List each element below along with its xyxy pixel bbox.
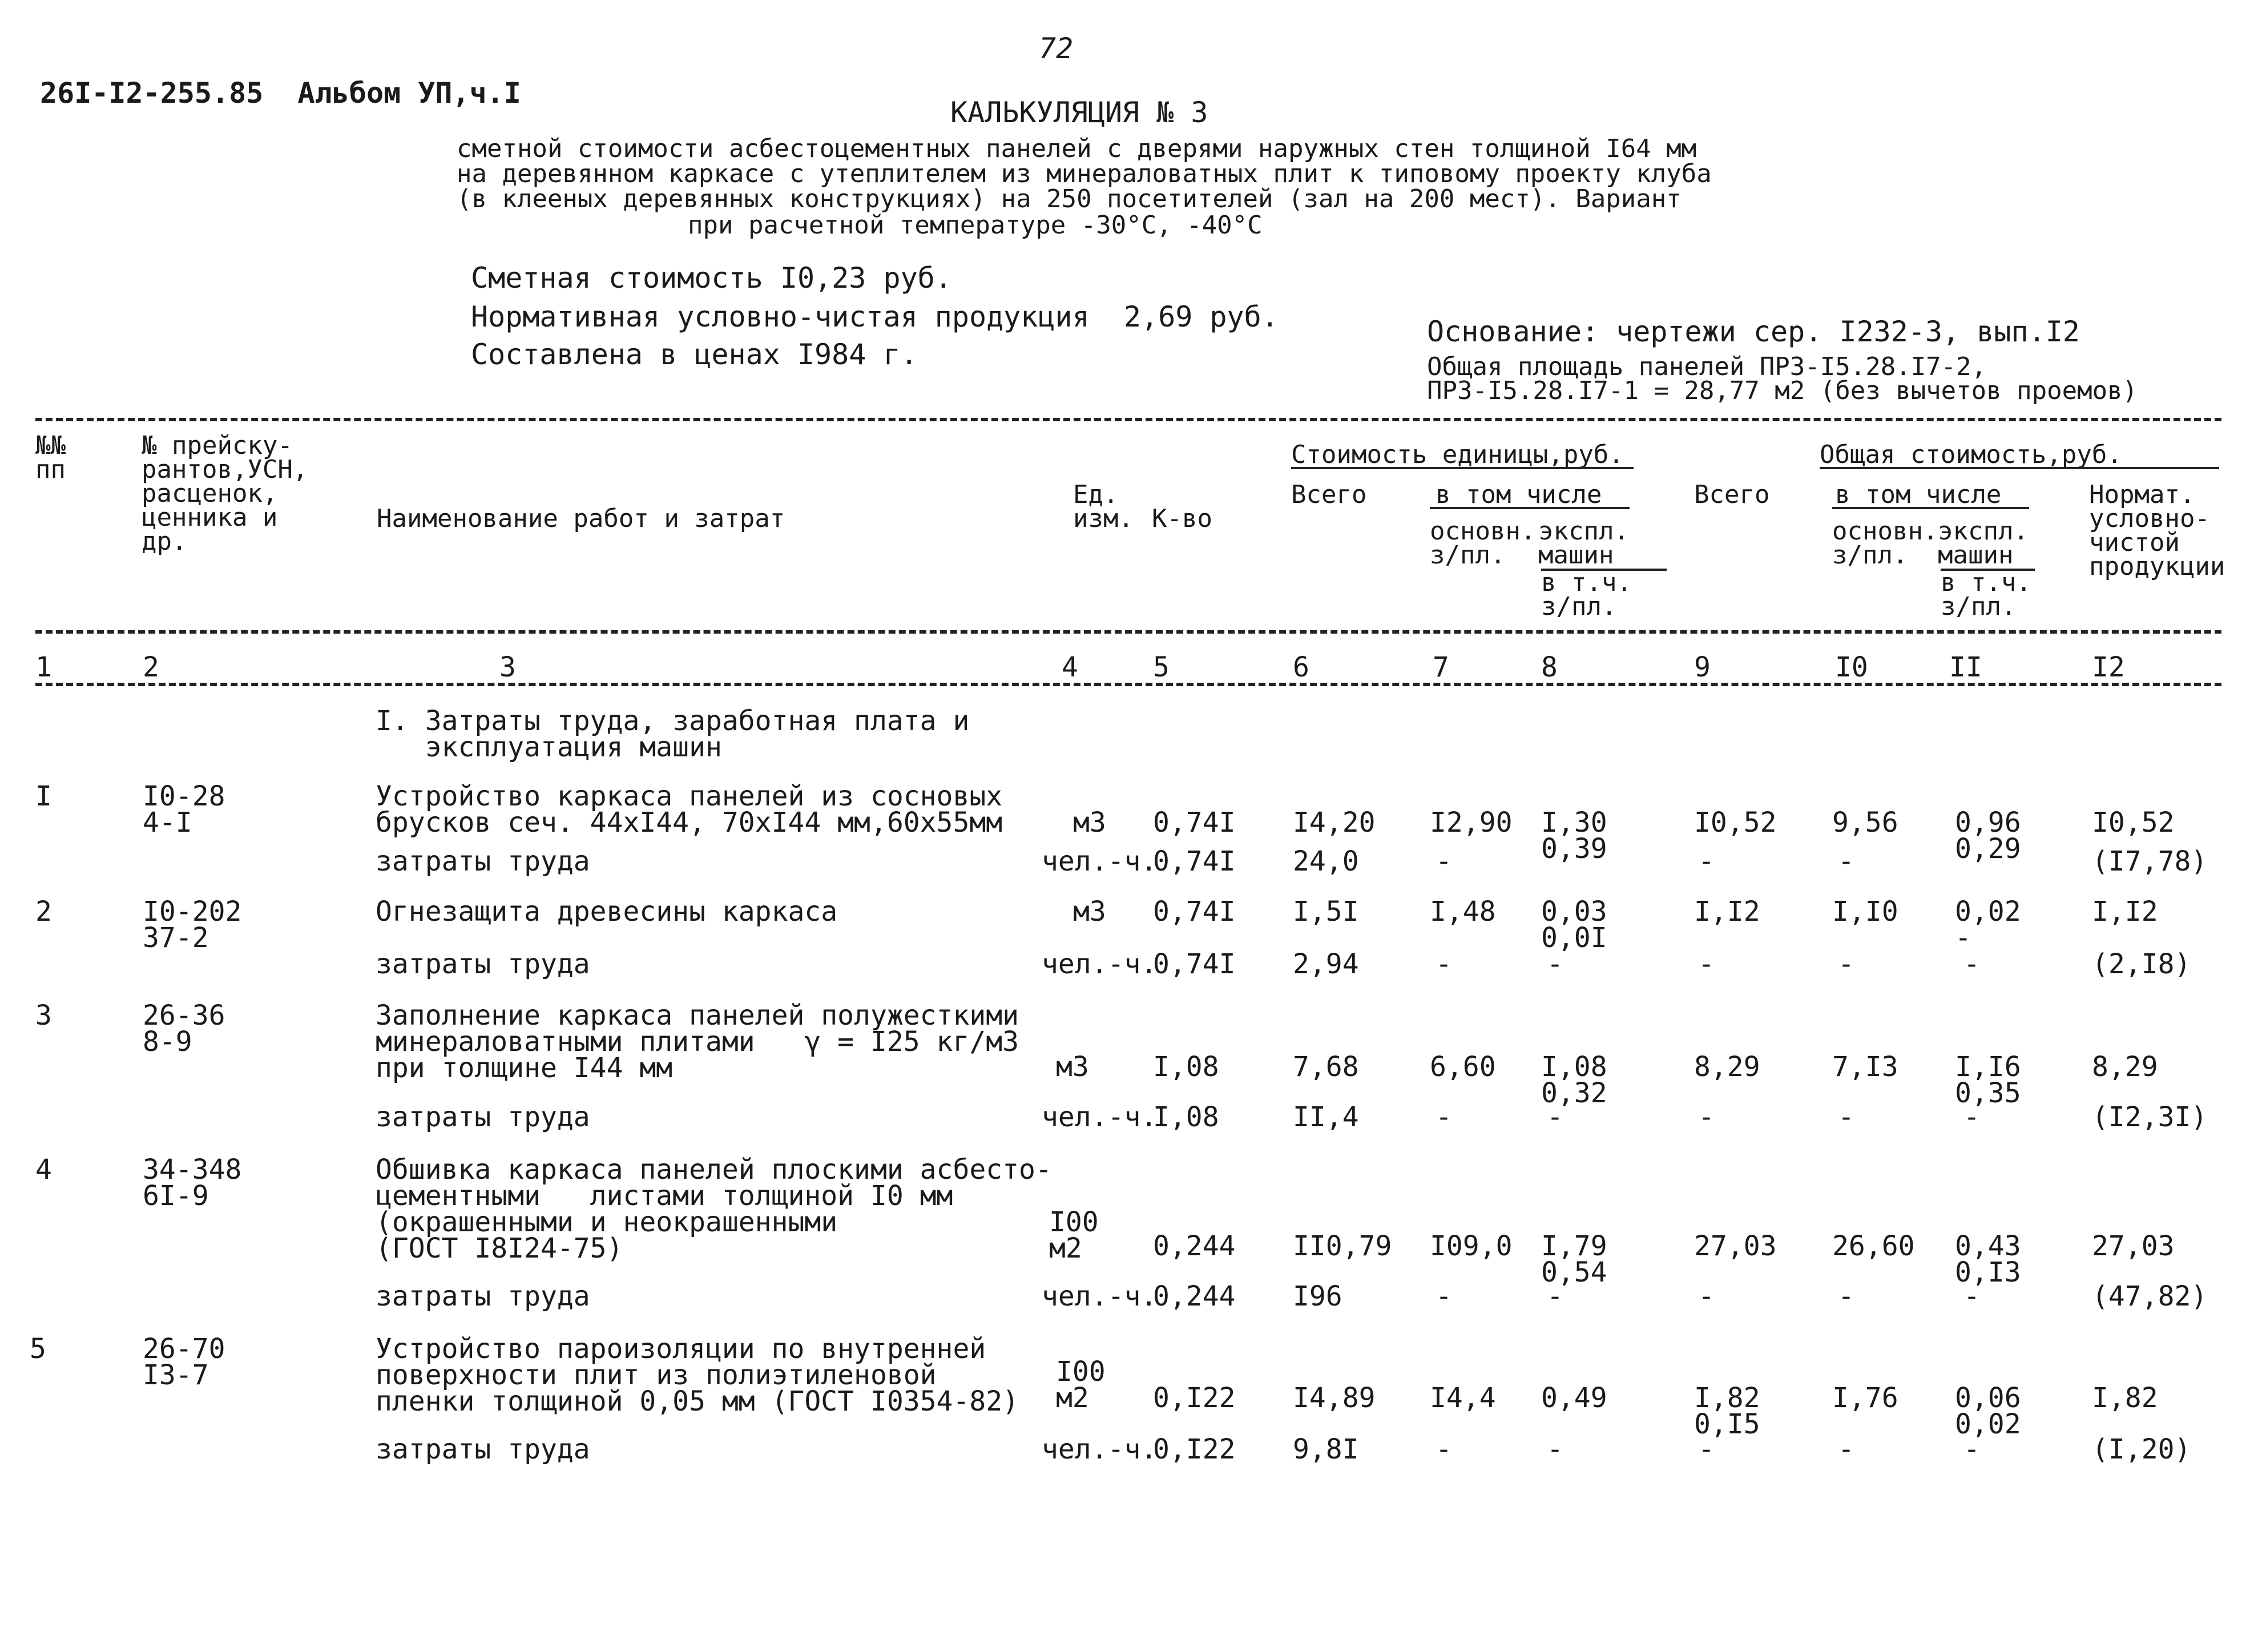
basis-line-3: ПРЗ-I5.28.I7-1 = 28,77 м2 (без вычетов проемов) <box>1427 376 2138 405</box>
row-total-machines: 0,96 0,29 <box>1955 807 2021 865</box>
row-number: 3 <box>35 1000 52 1032</box>
header-col-11-machines: экспл. машин <box>1938 517 2029 570</box>
row-work-name: Заполнение каркаса панелей полужесткими минераловатными плитами γ = I25 кг/м3 при толщине I44 мм <box>376 1000 1019 1084</box>
header-col-3: Наименование работ и затрат <box>377 504 785 533</box>
section-title: I. Затраты труда, заработная плата и эксплуатация машин <box>376 705 970 763</box>
row-unit: I00 м2 <box>1049 1206 1099 1264</box>
row-unit-base-wage: I,48 <box>1430 896 1496 928</box>
labor-unit-machines: - <box>1547 1433 1563 1465</box>
row-code: 26-70 I3-7 <box>143 1333 225 1391</box>
labor-total: - <box>1698 948 1715 980</box>
row-unit-base-wage: I4,4 <box>1430 1382 1496 1414</box>
row-unit-total: I,5I <box>1293 896 1359 928</box>
row-number: 2 <box>35 896 52 928</box>
labor-unit-machines: - <box>1547 1280 1563 1312</box>
labor-quantity: 0,74I <box>1153 948 1236 980</box>
labor-unit: чел.-ч. <box>1042 1433 1158 1465</box>
row-unit: м3 <box>1056 1051 1089 1083</box>
labor-total-base-wage: - <box>1838 1433 1854 1465</box>
labor-total: - <box>1698 1433 1715 1465</box>
basis-line-1: Основание: чертежи сер. I232-3, вып.I2 <box>1427 315 2080 348</box>
row-unit-base-wage: I2,90 <box>1430 807 1513 839</box>
header-bottom-rule <box>35 630 2221 634</box>
labor-unit-total: II,4 <box>1293 1101 1359 1133</box>
subtitle-line-4: при расчетной температуре -30°С, -40°С <box>688 211 1263 240</box>
labor-total-base-wage: - <box>1838 1101 1854 1133</box>
labor-unit-total: 24,0 <box>1293 845 1359 877</box>
labor-total-base-wage: - <box>1838 948 1854 980</box>
labor-unit-total: I96 <box>1293 1280 1342 1312</box>
row-total: I,I2 <box>1694 896 1760 928</box>
row-unit-base-wage: 6,60 <box>1430 1051 1496 1083</box>
header-col-10: основн. з/пл. <box>1832 517 1938 570</box>
total-incl-underline <box>1832 507 2029 509</box>
labor-normative-product: (47,82) <box>2092 1280 2208 1312</box>
normative-product: Нормативная условно-чистая продукция 2,69 руб. <box>471 300 1279 333</box>
row-quantity: 0,244 <box>1153 1230 1236 1262</box>
labor-unit-machines: - <box>1547 948 1563 980</box>
row-unit: I00 м2 <box>1056 1356 1106 1414</box>
labor-unit: чел.-ч. <box>1042 845 1158 877</box>
header-col-6: Всего <box>1291 480 1367 509</box>
labor-unit-base-wage: - <box>1436 1280 1452 1312</box>
labor-normative-product: (2,I8) <box>2092 948 2191 980</box>
subtitle-line-1: сметной стоимости асбестоцементных панелей с дверями наружных стен толщиной I64 мм <box>457 134 1697 163</box>
row-unit-total: I4,89 <box>1293 1382 1376 1414</box>
row-total-base-wage: 26,60 <box>1832 1230 1915 1262</box>
row-normative-product: I,82 <box>2092 1382 2158 1414</box>
column-number-rule <box>35 683 2221 686</box>
row-unit-machines: 0,03 0,0I <box>1541 896 1607 954</box>
album-reference: 26I-I2-255.85 Альбом УП,ч.I <box>40 76 521 110</box>
labor-quantity: 0,I22 <box>1153 1433 1236 1465</box>
column-number: 1 <box>35 651 52 683</box>
row-unit-total: I4,20 <box>1293 807 1376 839</box>
row-code: 26-36 8-9 <box>143 1000 225 1058</box>
header-col-11-wage: в т.ч. з/пл. <box>1941 568 2031 621</box>
labor-label: затраты труда <box>376 1280 590 1312</box>
header-col-5: К-во <box>1152 504 1212 533</box>
labor-unit-total: 2,94 <box>1293 948 1359 980</box>
row-total: I,82 0,I5 <box>1694 1382 1760 1440</box>
total-incl-label: в том числе <box>1835 480 2002 509</box>
row-number: 4 <box>35 1154 52 1186</box>
labor-normative-product: (I7,78) <box>2092 845 2208 877</box>
header-col-4: Ед. изм. <box>1073 480 1134 533</box>
row-number: 5 <box>30 1333 46 1365</box>
header-col-12: Нормат. условно- чистой продукции <box>2089 480 2225 581</box>
row-total-machines: 0,06 0,02 <box>1955 1382 2021 1440</box>
labor-total: - <box>1698 845 1715 877</box>
row-total-machines: 0,02 - <box>1955 896 2021 954</box>
subtitle-line-3: (в клееных деревянных конструкциях) на 250 посетителей (зал на 200 мест). Вариант <box>457 184 1682 213</box>
header-col-8-wage: в т.ч. з/пл. <box>1541 568 1632 621</box>
labor-quantity: 0,74I <box>1153 845 1236 877</box>
subtitle-line-2: на деревянном каркасе с утеплителем из минераловатных плит к типовому проекту клуба <box>457 159 1712 188</box>
labor-unit: чел.-ч. <box>1042 948 1158 980</box>
labor-quantity: I,08 <box>1153 1101 1219 1133</box>
row-unit: м3 <box>1073 807 1106 839</box>
row-work-name: Устройство каркаса панелей из сосновых брусков сеч. 44хI44, 70хI44 мм,60х55мм <box>376 780 1003 839</box>
row-unit-base-wage: I09,0 <box>1430 1230 1513 1262</box>
column-number: 9 <box>1694 651 1711 683</box>
row-work-name: Огнезащита древесины каркаса <box>376 896 838 928</box>
labor-unit-base-wage: - <box>1436 948 1452 980</box>
row-normative-product: 27,03 <box>2092 1230 2175 1262</box>
labor-unit: чел.-ч. <box>1042 1280 1158 1312</box>
header-col-1: №№ пп <box>35 431 66 484</box>
labor-unit-total: 9,8I <box>1293 1433 1359 1465</box>
labor-total-machines: - <box>1963 1280 1980 1312</box>
labor-unit-base-wage: - <box>1436 845 1452 877</box>
labor-total-machines: - <box>1963 1433 1980 1465</box>
unit-cost-group-underline <box>1291 467 1634 469</box>
column-number: I0 <box>1835 651 1868 683</box>
row-unit-total: 7,68 <box>1293 1051 1359 1083</box>
document-title: КАЛЬКУЛЯЦИЯ № 3 <box>950 96 1208 129</box>
basis-line-2: Общая площадь панелей ПРЗ-I5.28.I7-2, <box>1427 352 1987 381</box>
labor-unit-machines: - <box>1547 1101 1563 1133</box>
labor-unit: чел.-ч. <box>1042 1101 1158 1133</box>
row-total-base-wage: 7,I3 <box>1832 1051 1898 1083</box>
labor-label: затраты труда <box>376 948 590 980</box>
row-quantity: 0,I22 <box>1153 1382 1236 1414</box>
row-total: I0,52 <box>1694 807 1777 839</box>
column-number: II <box>1949 651 1982 683</box>
total-cost-group-underline <box>1820 467 2219 469</box>
page-number: 72 <box>1039 32 1074 65</box>
header-col-7: основн. з/пл. <box>1430 517 1536 570</box>
unit-incl-underline <box>1430 507 1630 509</box>
row-total-base-wage: I,76 <box>1832 1382 1898 1414</box>
labor-unit-base-wage: - <box>1436 1433 1452 1465</box>
labor-normative-product: (I2,3I) <box>2092 1101 2208 1133</box>
column-number: 7 <box>1433 651 1449 683</box>
row-code: 34-348 6I-9 <box>143 1154 242 1212</box>
column-number: 4 <box>1062 651 1078 683</box>
row-normative-product: I,I2 <box>2092 896 2158 928</box>
labor-total: - <box>1698 1280 1715 1312</box>
labor-label: затраты труда <box>376 1433 590 1465</box>
unit-cost-group-label: Стоимость единицы,руб. <box>1291 440 1624 469</box>
labor-total-base-wage: - <box>1838 845 1854 877</box>
row-normative-product: I0,52 <box>2092 807 2175 839</box>
labor-total-base-wage: - <box>1838 1280 1854 1312</box>
row-quantity: 0,74I <box>1153 807 1236 839</box>
header-col-2: № прейску- рантов,УСН, расценок, ценника и др. <box>142 431 308 556</box>
labor-total: - <box>1698 1101 1715 1133</box>
row-unit: м3 <box>1073 896 1106 928</box>
row-quantity: 0,74I <box>1153 896 1236 928</box>
table-top-rule <box>35 418 2221 421</box>
header-col-8-machines: экспл. машин <box>1538 517 1629 570</box>
labor-quantity: 0,244 <box>1153 1280 1236 1312</box>
total-cost-group-label: Общая стоимость,руб. <box>1820 440 2122 469</box>
row-total-machines: I,I6 0,35 <box>1955 1051 2021 1109</box>
row-work-name: Устройство пароизоляции по внутренней поверхности плит из полиэтиленовой пленки толщиной 0,05 мм (ГОСТ I0354-82) <box>376 1333 1019 1417</box>
column-number: 5 <box>1153 651 1170 683</box>
column-number: I2 <box>2092 651 2125 683</box>
labor-normative-product: (I,20) <box>2092 1433 2191 1465</box>
labor-label: затраты труда <box>376 845 590 877</box>
header-col-9: Всего <box>1694 480 1770 509</box>
row-normative-product: 8,29 <box>2092 1051 2158 1083</box>
row-unit-machines: I,30 0,39 <box>1541 807 1607 865</box>
row-quantity: I,08 <box>1153 1051 1219 1083</box>
row-number: I <box>35 780 52 812</box>
labor-label: затраты труда <box>376 1101 590 1133</box>
row-code: I0-202 37-2 <box>143 896 242 954</box>
column-number: 8 <box>1541 651 1558 683</box>
row-unit-machines: I,79 0,54 <box>1541 1230 1607 1288</box>
column-number: 3 <box>499 651 516 683</box>
prices-year: Составлена в ценах I984 г. <box>471 338 918 371</box>
row-total-base-wage: 9,56 <box>1832 807 1898 839</box>
labor-unit-base-wage: - <box>1436 1101 1452 1133</box>
row-total-machines: 0,43 0,I3 <box>1955 1230 2021 1288</box>
row-code: I0-28 4-I <box>143 780 225 839</box>
row-work-name: Обшивка каркаса панелей плоскими асбесто- цементными листами толщиной I0 мм (окрашенными и неокрашенными (ГОСТ I8I24-75) <box>376 1154 1052 1264</box>
estimate-cost: Сметная стоимость I0,23 руб. <box>471 261 952 295</box>
row-unit-total: II0,79 <box>1293 1230 1392 1262</box>
row-unit-machines: I,08 0,32 <box>1541 1051 1607 1109</box>
row-total: 27,03 <box>1694 1230 1777 1262</box>
row-unit-machines: 0,49 <box>1541 1382 1607 1414</box>
unit-incl-label: в том числе <box>1436 480 1602 509</box>
row-total: 8,29 <box>1694 1051 1760 1083</box>
column-number: 6 <box>1293 651 1309 683</box>
row-total-base-wage: I,I0 <box>1832 896 1898 928</box>
column-number: 2 <box>143 651 159 683</box>
labor-total-machines: - <box>1963 1101 1980 1133</box>
labor-total-machines: - <box>1963 948 1980 980</box>
